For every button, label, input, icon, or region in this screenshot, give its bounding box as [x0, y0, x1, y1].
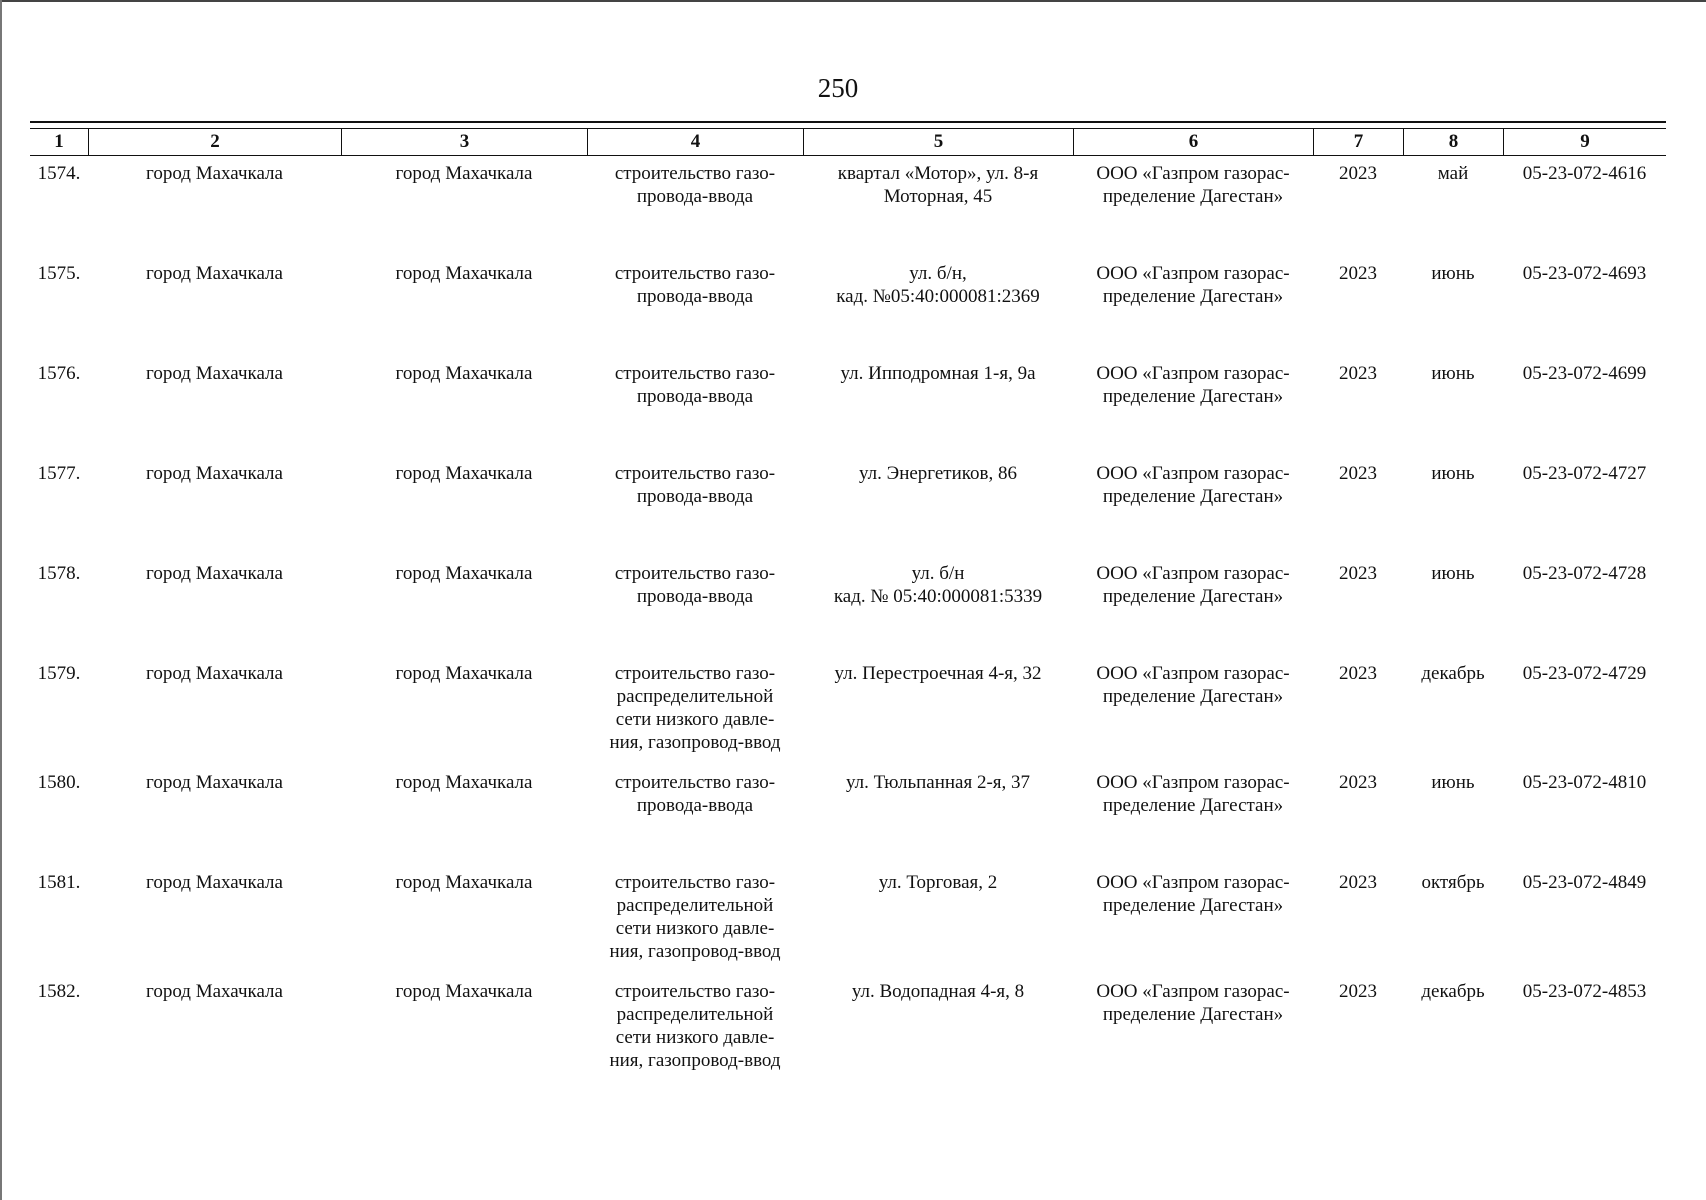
column-header-1: 1 [54, 131, 64, 152]
month-cell: июнь [1431, 263, 1475, 284]
locality-cell: город Махачкала [395, 872, 533, 893]
work-type-cell-line: распределительной [616, 1004, 774, 1025]
district-cell: город Махачкала [146, 981, 283, 1002]
work-type-cell-line: сети низкого давле- [615, 918, 775, 939]
work-type-cell [587, 871, 803, 963]
district-cell: город Махачкала [146, 772, 283, 793]
organization-cell [1073, 262, 1313, 308]
work-type-cell-line: провода-ввода [636, 286, 754, 307]
year-cell: 2023 [1339, 563, 1377, 584]
locality-cell: город Махачкала [395, 463, 533, 484]
work-type-cell-line: провода-ввода [636, 586, 754, 607]
locality-cell: город Махачкала [395, 772, 533, 793]
address-cell [803, 562, 1073, 608]
organization-cell [1073, 662, 1313, 708]
organization-cell-line: пределение Дагестан» [1102, 1004, 1284, 1025]
column-header-7: 7 [1313, 129, 1403, 155]
organization-cell [1073, 562, 1313, 608]
organization-cell [1073, 162, 1313, 208]
address-cell [803, 462, 1073, 485]
address-cell-line: кад. № 05:40:000081:5339 [833, 586, 1043, 607]
locality-cell: город Махачкала [395, 981, 533, 1002]
address-cell-line: ул. Водопадная 4-я, 8 [851, 981, 1025, 1002]
code-cell: 05-23-072-4693 [1522, 263, 1647, 284]
work-type-cell-line: распределительной [616, 686, 774, 707]
table-row [30, 356, 1666, 456]
district-cell: город Махачкала [146, 663, 283, 684]
locality-cell: город Махачкала [395, 263, 533, 284]
table-row [30, 974, 1666, 1083]
table-row [30, 656, 1666, 765]
row-number: 1582. [37, 981, 81, 1002]
organization-cell-line: пределение Дагестан» [1102, 686, 1284, 707]
row-number: 1576. [37, 363, 81, 384]
work-type-cell [587, 662, 803, 754]
work-type-cell [587, 980, 803, 1072]
work-type-cell-line: строительство газо- [614, 363, 776, 384]
organization-cell-line: ООО «Газпром газорас- [1096, 263, 1290, 284]
table-row [30, 456, 1666, 556]
column-header-8: 8 [1403, 129, 1503, 155]
organization-cell-line: ООО «Газпром газорас- [1096, 981, 1290, 1002]
table-row [30, 865, 1666, 974]
work-type-cell-line: сети низкого давле- [615, 709, 775, 730]
code-cell: 05-23-072-4699 [1522, 363, 1647, 384]
address-cell [803, 262, 1073, 308]
work-type-cell-line: распределительной [616, 895, 774, 916]
organization-cell-line: ООО «Газпром газорас- [1096, 772, 1290, 793]
row-number: 1575. [37, 263, 81, 284]
month-cell: июнь [1431, 563, 1475, 584]
month-cell: июнь [1431, 363, 1475, 384]
locality-cell: город Махачкала [395, 663, 533, 684]
work-type-cell [587, 771, 803, 817]
address-cell [803, 980, 1073, 1003]
organization-cell-line: ООО «Газпром газорас- [1096, 163, 1290, 184]
month-cell: декабрь [1421, 663, 1485, 684]
year-cell: 2023 [1339, 663, 1377, 684]
organization-cell [1073, 362, 1313, 408]
work-type-cell-line: строительство газо- [614, 163, 776, 184]
locality-cell: город Махачкала [395, 163, 533, 184]
address-cell-line: ул. Ипподромная 1-я, 9а [840, 363, 1036, 384]
year-cell: 2023 [1339, 463, 1377, 484]
year-cell: 2023 [1339, 772, 1377, 793]
address-cell-line: ул. Перестроечная 4-я, 32 [834, 663, 1042, 684]
address-cell-line: ул. б/н [911, 563, 965, 584]
organization-cell [1073, 771, 1313, 817]
row-number: 1581. [37, 872, 81, 893]
address-cell [803, 771, 1073, 794]
organization-cell [1073, 462, 1313, 508]
work-type-cell-line: сети низкого давле- [615, 1027, 775, 1048]
month-cell: май [1437, 163, 1469, 184]
address-cell-line: ул. Энергетиков, 86 [859, 463, 1017, 484]
work-type-cell [587, 462, 803, 508]
organization-cell-line: ООО «Газпром газорас- [1096, 463, 1290, 484]
code-cell: 05-23-072-4728 [1522, 563, 1647, 584]
address-cell-line: ул. Торговая, 2 [878, 872, 998, 893]
district-cell: город Махачкала [146, 163, 283, 184]
district-cell: город Махачкала [146, 872, 283, 893]
address-cell [803, 362, 1073, 385]
address-cell [803, 871, 1073, 894]
work-type-cell [587, 262, 803, 308]
work-type-cell-line: провода-ввода [636, 795, 754, 816]
organization-cell-line: пределение Дагестан» [1102, 895, 1284, 916]
row-number: 1578. [37, 563, 81, 584]
year-cell: 2023 [1339, 872, 1377, 893]
address-cell-line: Моторная, 45 [883, 186, 993, 207]
column-header-9: 9 [1503, 129, 1666, 155]
organization-cell-line: ООО «Газпром газорас- [1096, 363, 1290, 384]
work-type-cell-line: строительство газо- [614, 663, 776, 684]
table-row [30, 556, 1666, 656]
column-header-3: 3 [341, 129, 587, 155]
work-type-cell-line: строительство газо- [614, 872, 776, 893]
address-cell [803, 662, 1073, 685]
locality-cell: город Махачкала [395, 363, 533, 384]
organization-cell-line: ООО «Газпром газорас- [1096, 663, 1290, 684]
address-cell-line: ул. Тюльпанная 2-я, 37 [845, 772, 1031, 793]
column-header-4: 4 [587, 129, 803, 155]
work-type-cell-line: ния, газопровод-ввод [609, 941, 781, 962]
organization-cell-line: пределение Дагестан» [1102, 795, 1284, 816]
work-type-cell-line: строительство газо- [614, 772, 776, 793]
organization-cell-line: ООО «Газпром газорас- [1096, 872, 1290, 893]
locality-cell: город Махачкала [395, 563, 533, 584]
table-header-row [30, 128, 1666, 156]
work-type-cell-line: ния, газопровод-ввод [609, 1050, 781, 1071]
code-cell: 05-23-072-4810 [1522, 772, 1647, 793]
address-cell-line: кад. №05:40:000081:2369 [836, 286, 1040, 307]
work-type-cell-line: ния, газопровод-ввод [609, 732, 781, 753]
district-cell: город Махачкала [146, 263, 283, 284]
year-cell: 2023 [1339, 163, 1377, 184]
month-cell: июнь [1431, 463, 1475, 484]
organization-cell-line: пределение Дагестан» [1102, 186, 1284, 207]
code-cell: 05-23-072-4616 [1522, 163, 1647, 184]
organization-cell-line: пределение Дагестан» [1102, 386, 1284, 407]
organization-cell-line: пределение Дагестан» [1102, 486, 1284, 507]
organization-cell [1073, 871, 1313, 917]
organization-cell-line: пределение Дагестан» [1102, 286, 1284, 307]
register-table [30, 128, 1666, 1083]
organization-cell-line: ООО «Газпром газорас- [1096, 563, 1290, 584]
work-type-cell [587, 162, 803, 208]
district-cell: город Махачкала [146, 363, 283, 384]
column-header-5: 5 [803, 129, 1073, 155]
row-number: 1577. [37, 463, 81, 484]
column-header-6: 6 [1073, 129, 1313, 155]
code-cell: 05-23-072-4727 [1522, 463, 1647, 484]
month-cell: октябрь [1421, 872, 1485, 893]
row-number: 1574. [37, 163, 81, 184]
table-row [30, 256, 1666, 356]
code-cell: 05-23-072-4729 [1522, 663, 1647, 684]
month-cell: июнь [1431, 772, 1475, 793]
month-cell: декабрь [1421, 981, 1485, 1002]
work-type-cell-line: строительство газо- [614, 563, 776, 584]
address-cell [803, 162, 1073, 208]
year-cell: 2023 [1339, 263, 1377, 284]
district-cell: город Махачкала [146, 463, 283, 484]
address-cell-line: квартал «Мотор», ул. 8-я [837, 163, 1039, 184]
work-type-cell-line: провода-ввода [636, 386, 754, 407]
table-row [30, 765, 1666, 865]
row-number: 1580. [37, 772, 81, 793]
work-type-cell-line: строительство газо- [614, 981, 776, 1002]
table-row [30, 156, 1666, 256]
scan-top-edge [0, 0, 1706, 2]
work-type-cell [587, 562, 803, 608]
district-cell: город Махачкала [146, 563, 283, 584]
row-number: 1579. [37, 663, 81, 684]
header-top-rule [30, 121, 1666, 123]
year-cell: 2023 [1339, 981, 1377, 1002]
address-cell-line: ул. б/н, [909, 263, 967, 284]
work-type-cell-line: провода-ввода [636, 486, 754, 507]
year-cell: 2023 [1339, 363, 1377, 384]
column-header-2: 2 [88, 129, 341, 155]
organization-cell-line: пределение Дагестан» [1102, 586, 1284, 607]
code-cell: 05-23-072-4849 [1522, 872, 1647, 893]
work-type-cell-line: строительство газо- [614, 263, 776, 284]
table-body [30, 156, 1666, 1083]
work-type-cell-line: провода-ввода [636, 186, 754, 207]
organization-cell [1073, 980, 1313, 1026]
page-number: 250 [817, 73, 859, 103]
scan-left-edge [0, 0, 2, 1200]
work-type-cell [587, 362, 803, 408]
code-cell: 05-23-072-4853 [1522, 981, 1647, 1002]
work-type-cell-line: строительство газо- [614, 463, 776, 484]
